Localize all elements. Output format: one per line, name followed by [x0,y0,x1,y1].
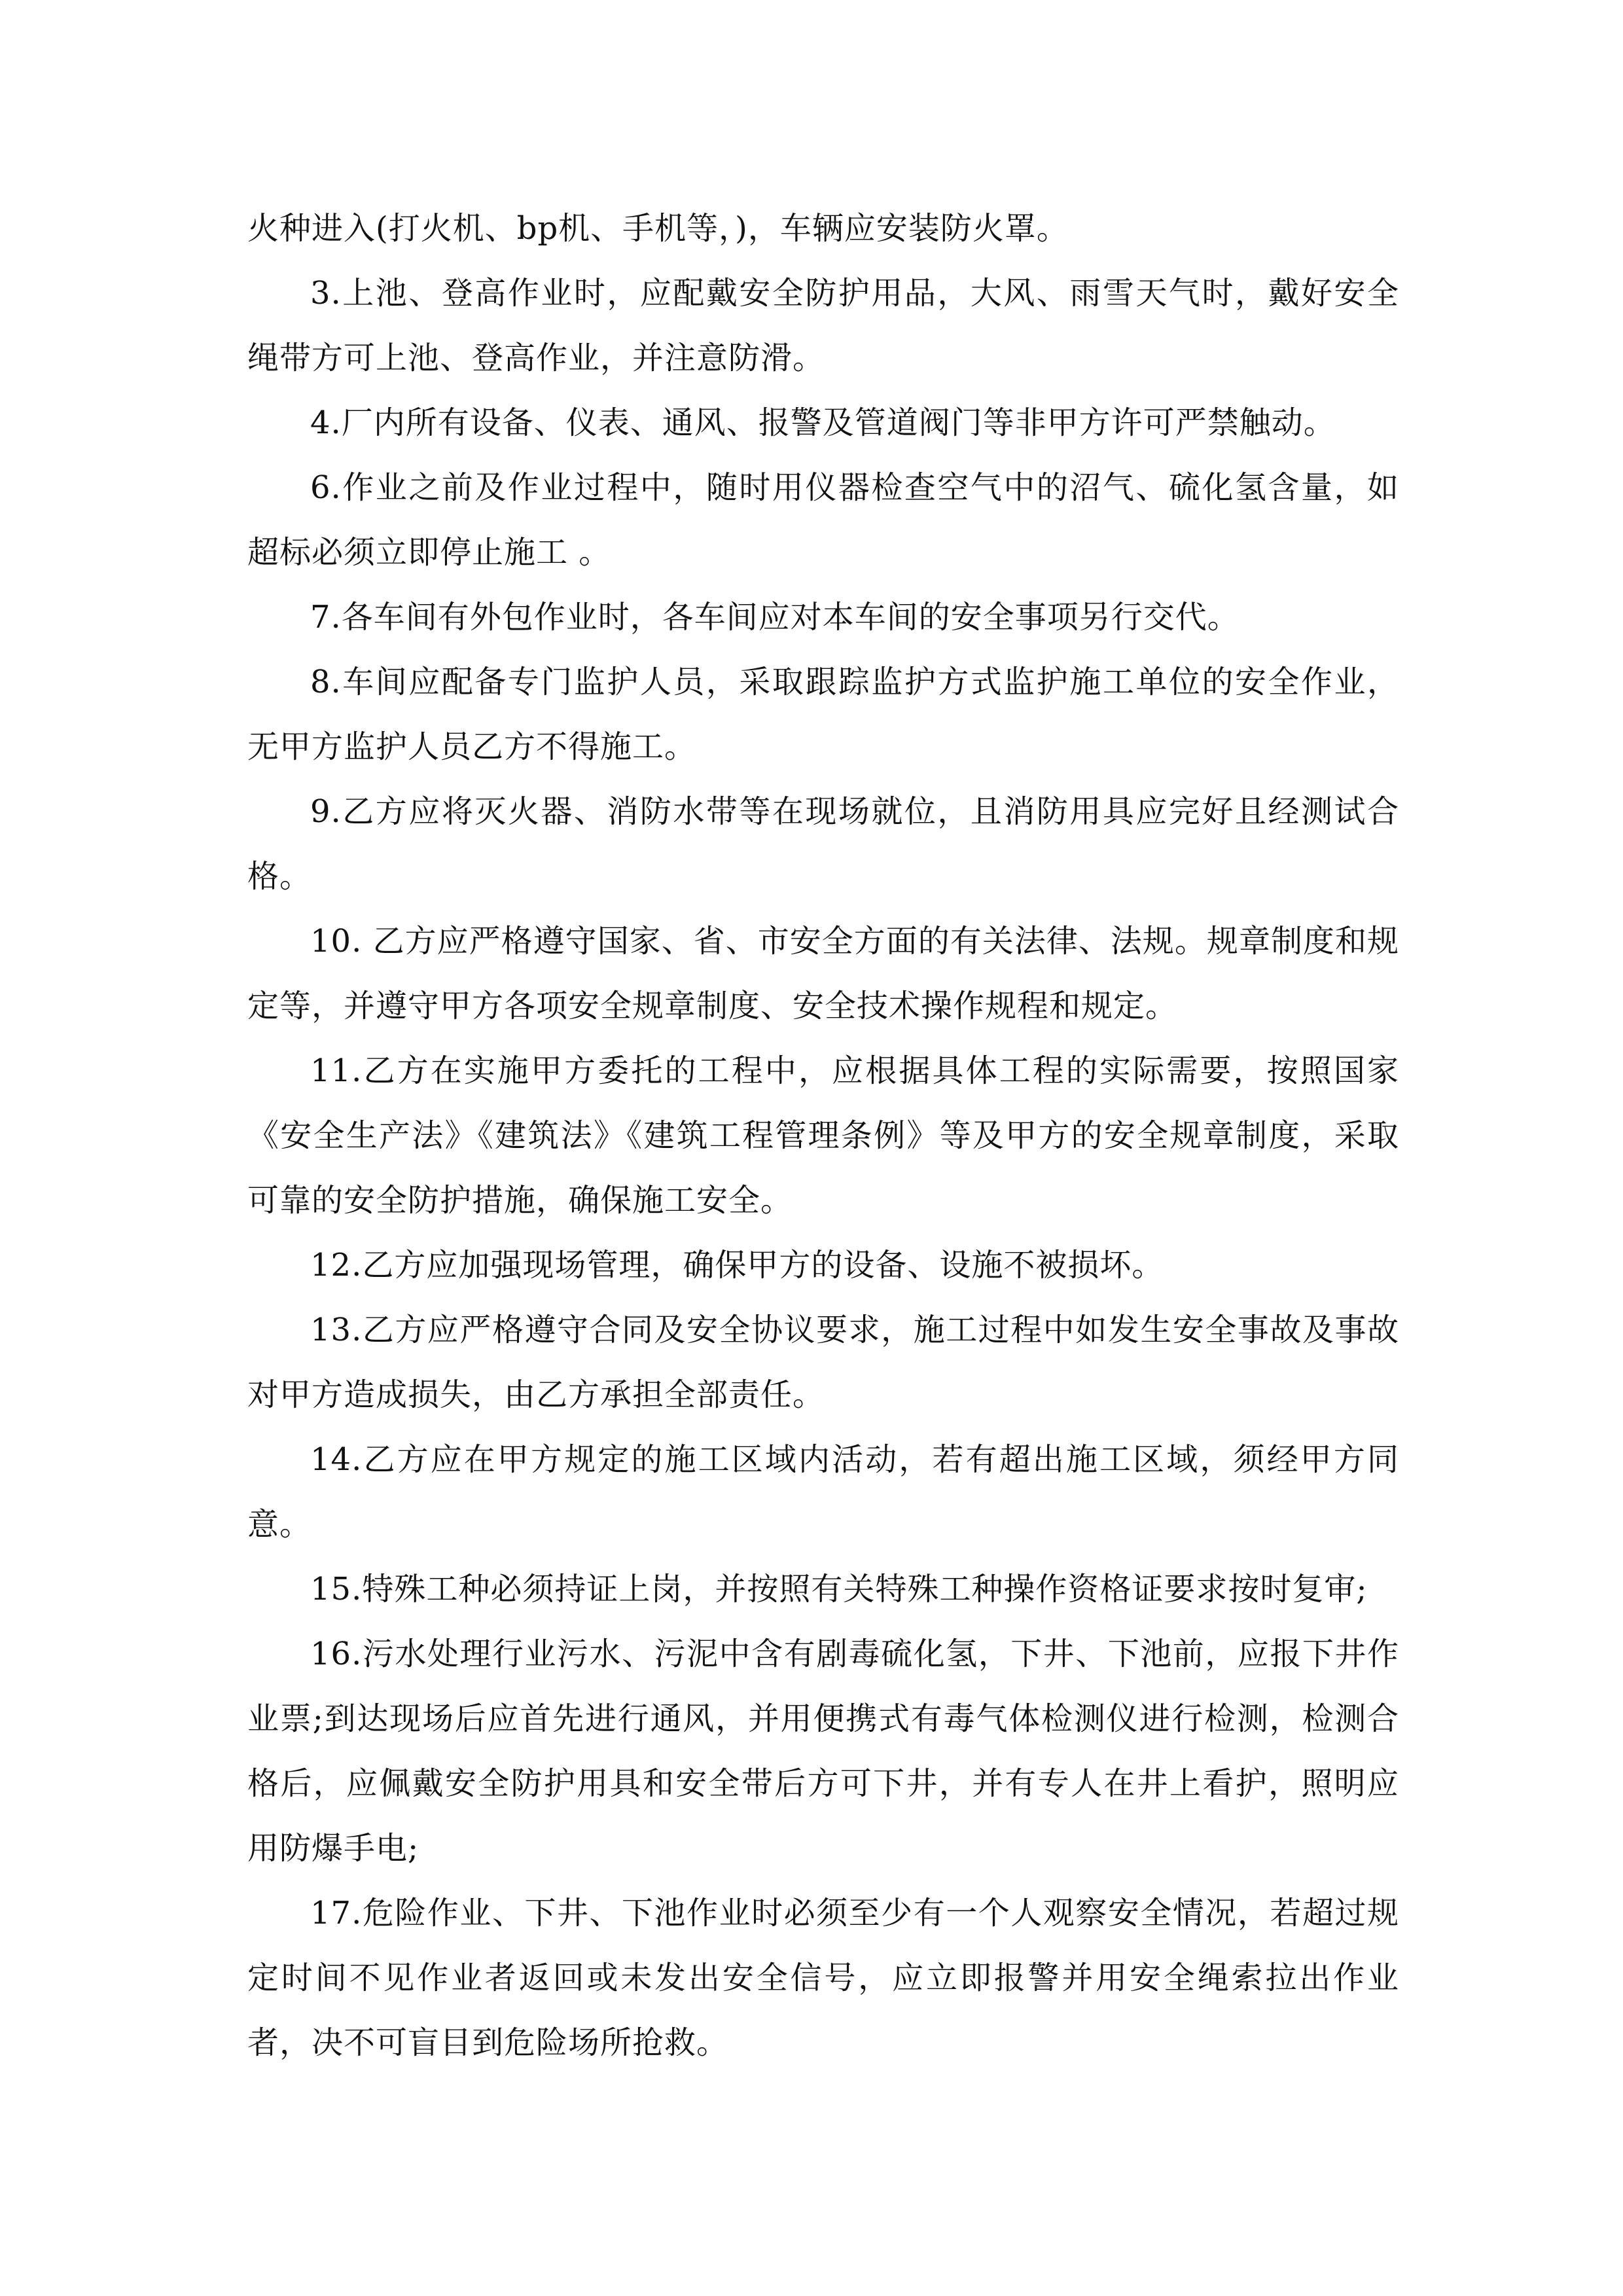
paragraph-7: 10. 乙方应严格遵守国家、省、市安全方面的有关法律、法规。规章制度和规定等，并遵守甲方各项安全规章制度、安全技术操作规程和规定。 [247,923,1399,1024]
paragraph-13: 16.污水处理行业污水、污泥中含有剧毒硫化氢，下井、下池前，应报下井作业票;到达现场后应首先进行通风，并用便携式有毒气体检测仪进行检测，检测合格后，应佩戴安全防护用具和安全带后方可下井，并有专人在井上看护，照明应用防爆手电; [247,1636,1399,1867]
paragraph-9: 12.乙方应加强现场管理，确保甲方的设备、设施不被损坏。 [310,1247,1164,1283]
paragraph-3: 6.作业之前及作业过程中，随时用仪器检查空气中的沼气、硫化氢含量，如超标必须立即停止施工 。 [247,469,1399,571]
document-page [247,196,1399,2075]
paragraph-6: 9.乙方应将灭火器、消防水带等在现场就位，且消防用具应完好且经测试合格。 [247,793,1399,895]
paragraph-4: 7.各车间有外包作业时，各车间应对本车间的安全事项另行交代。 [310,599,1240,636]
paragraph-11: 14.乙方应在甲方规定的施工区域内活动，若有超出施工区域，须经甲方同意。 [247,1441,1399,1543]
paragraph-2: 4.厂内所有设备、仪表、通风、报警及管道阀门等非甲方许可严禁触动。 [310,404,1336,441]
paragraph-1: 3.上池、登高作业时，应配戴安全防护用品，大风、雨雪天气时，戴好安全绳带方可上池、登高作业，并注意防滑。 [247,275,1399,376]
paragraph-10: 13.乙方应严格遵守合同及安全协议要求，施工过程中如发生安全事故及事故对甲方造成损失，由乙方承担全部责任。 [247,1312,1399,1413]
paragraph-0: 火种进入(打火机、bp机、手机等，)，车辆应安装防火罩。 [247,210,1069,247]
paragraph-12: 15.特殊工种必须持证上岗，并按照有关特殊工种操作资格证要求按时复审; [310,1571,1368,1607]
paragraph-5: 8.车间应配备专门监护人员，采取跟踪监护方式监护施工单位的安全作业，无甲方监护人员乙方不得施工。 [247,664,1399,765]
paragraph-14: 17.危险作业、下井、下池作业时必须至少有一个人观察安全情况，若超过规定时间不见作业者返回或未发出安全信号，应立即报警并用安全绳索拉出作业者，决不可盲目到危险场所抢救。 [247,1895,1399,2061]
paragraph-8: 11.乙方在实施甲方委托的工程中，应根据具体工程的实际需要，按照国家《安全生产法》《建筑法》《建筑工程管理条例》等及甲方的安全规章制度，采取可靠的安全防护措施，确保施工安全。 [247,1052,1399,1219]
